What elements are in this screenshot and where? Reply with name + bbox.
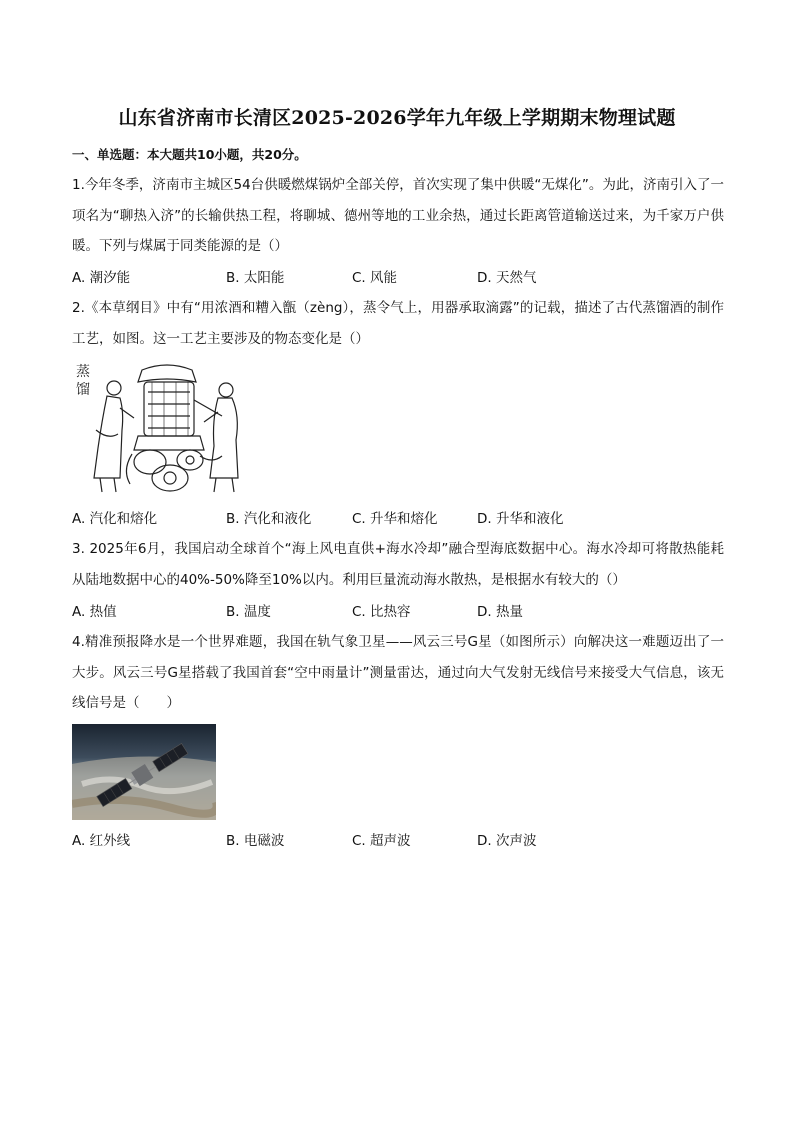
option-a[interactable]: A. 热值 xyxy=(72,604,117,620)
option-a[interactable]: A. 潮汐能 xyxy=(72,270,131,286)
option-b[interactable]: B. 太阳能 xyxy=(226,270,285,286)
option-d[interactable]: D. 热量 xyxy=(477,604,523,620)
option-a[interactable]: A. 红外线 xyxy=(72,833,131,849)
question-3-text: 3. 2025年6月，我国启动全球首个“海上风电直供+海水冷却”融合型海底数据中心。海水冷却可将散热能耗从陆地数据中心的40%-50%降至10%以内。利用巨量流动海水散热，是根据水有较大的（） xyxy=(72,541,724,588)
distillation-illustration xyxy=(72,360,248,500)
option-d[interactable]: D. 次声波 xyxy=(477,833,537,849)
option-b[interactable]: B. 汽化和液化 xyxy=(226,511,312,527)
satellite-image xyxy=(72,724,216,820)
option-c[interactable]: C. 超声波 xyxy=(352,833,411,849)
question-1-text: 1.今年冬季，济南市主城区54台供暖燃煤锅炉全部关停，首次实现了集中供暖“无煤化”。为此，济南引入了一项名为“聊热入济”的长输供热工程，将聊城、德州等地的工业余热，通过长距离管道输送过来，为千家万户供暖。下列与煤属于同类能源的是（） xyxy=(72,177,724,254)
exam-title: 山东省济南市长清区2025-2026学年九年级上学期期末物理试题 xyxy=(118,107,676,129)
option-c[interactable]: C. 风能 xyxy=(352,270,398,286)
question-1-options xyxy=(72,266,724,288)
question-2-options xyxy=(72,507,724,529)
distillation-drawing xyxy=(72,360,248,500)
option-b[interactable]: B. 温度 xyxy=(226,604,271,620)
figure-label-char-1: 蒸 xyxy=(76,364,90,380)
question-3-options xyxy=(72,600,724,622)
option-d[interactable]: D. 天然气 xyxy=(477,270,537,286)
option-d[interactable]: D. 升华和液化 xyxy=(477,511,564,527)
question-4-text: 4.精准预报降水是一个世界难题，我国在轨气象卫星——风云三号G星（如图所示）向解决这一难题迈出了一大步。风云三号G星搭载了我国首套“空中雨量计”测量雷达，通过向大气发射无线信号来接受大气信息，该无线信号是（ ） xyxy=(72,634,724,711)
question-4-options xyxy=(72,829,724,851)
figure-label-char-2: 馏 xyxy=(76,382,90,398)
option-c[interactable]: C. 升华和熔化 xyxy=(352,511,438,527)
section-heading: 一、单选题：本大题共10小题，共20分。 xyxy=(72,147,307,162)
question-2-text: 2.《本草纲目》中有“用浓酒和糟入甑（zèng），蒸令气上，用器承取滴露”的记载，描述了古代蒸馏酒的制作工艺，如图。这一工艺主要涉及的物态变化是（） xyxy=(72,300,724,347)
option-b[interactable]: B. 电磁波 xyxy=(226,833,285,849)
satellite-photo xyxy=(72,724,216,820)
option-c[interactable]: C. 比热容 xyxy=(352,604,411,620)
option-a[interactable]: A. 汽化和熔化 xyxy=(72,511,158,527)
